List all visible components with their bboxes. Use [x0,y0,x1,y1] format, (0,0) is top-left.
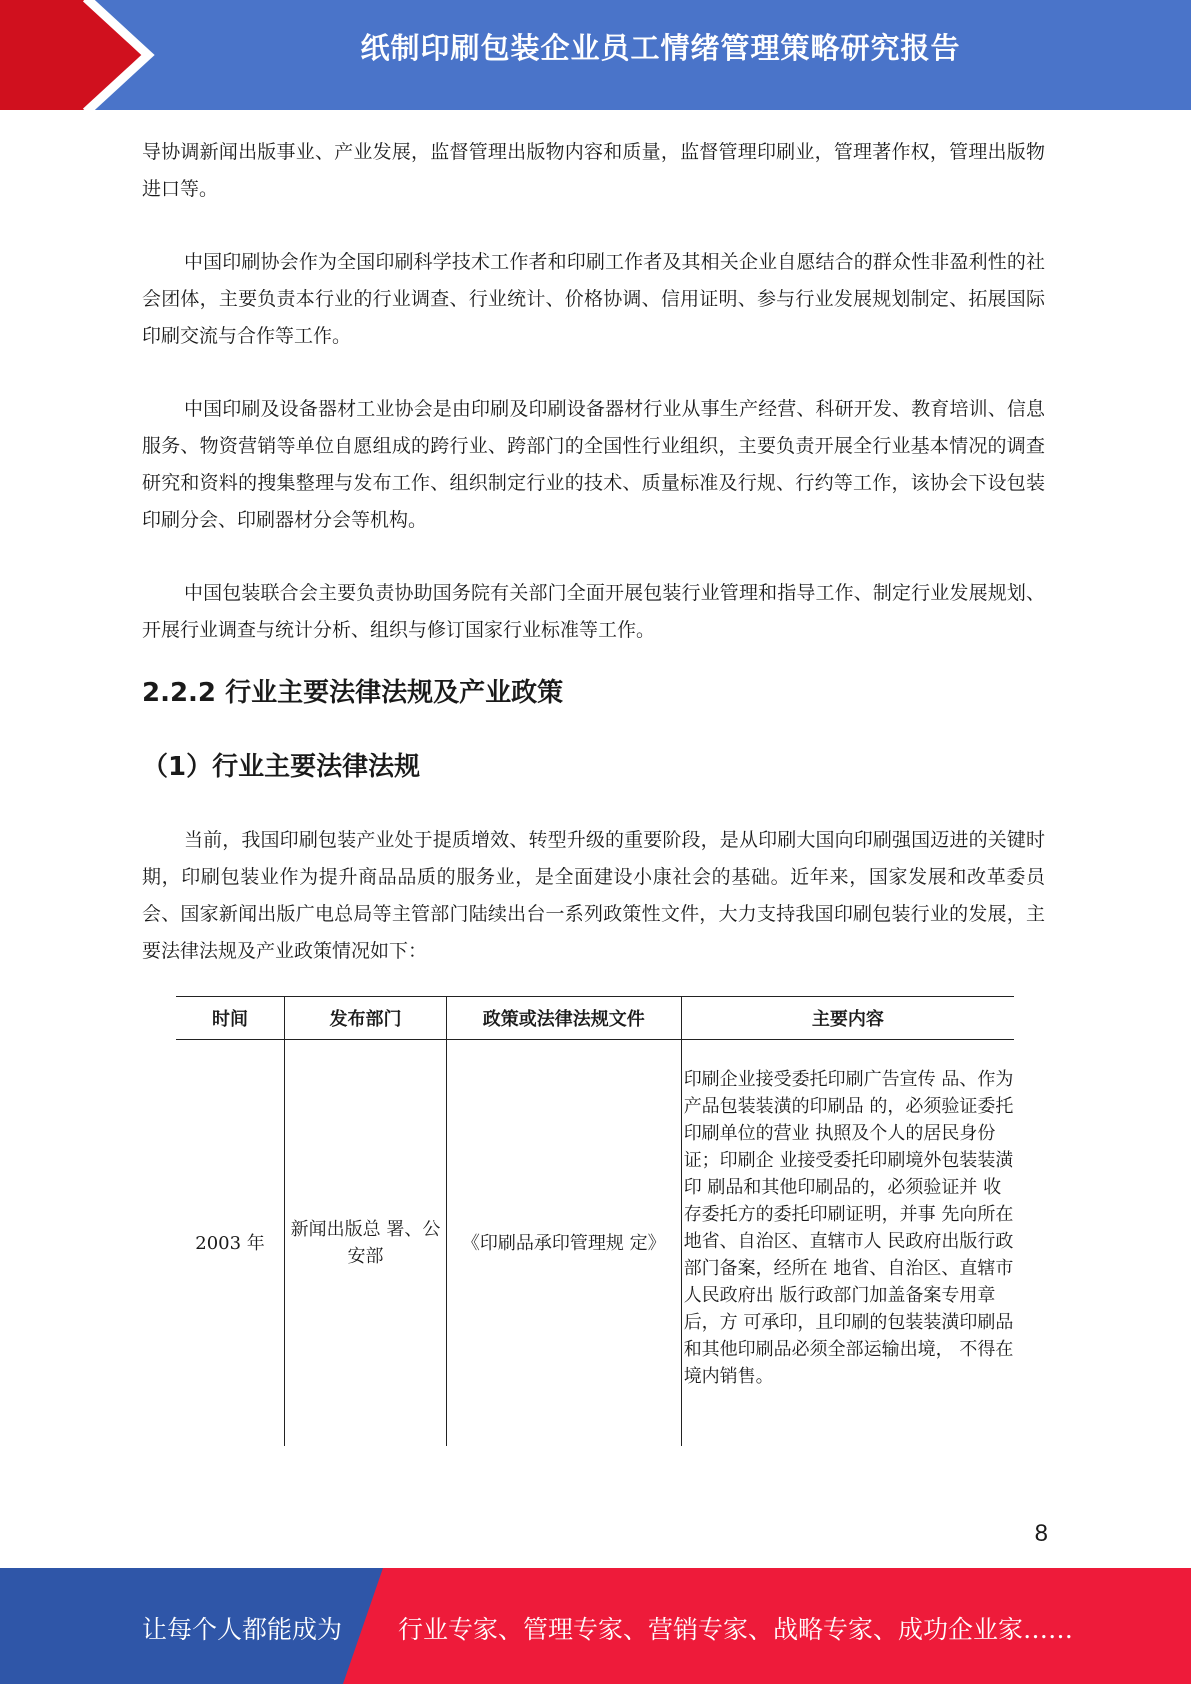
paragraph: 导协调新闻出版事业、产业发展，监督管理出版物内容和质量，监督管理印刷业，管理著作权，管理出版物进口等。 [142,141,1045,200]
footer-slogan-right: 行业专家、管理专家、营销专家、战略专家、成功企业家…… [398,1615,1074,1644]
table-header-department: 发布部门 [285,997,447,1040]
body-text [142,134,1045,649]
page-number: 8 [1034,1520,1048,1547]
paragraph: 当前，我国印刷包装产业处于提质增效、转型升级的重要阶段，是从印刷大国向印刷强国迈进的关键时期，印刷包装业作为提升商品品质的服务业，是全面建设小康社会的基础。近年来，国家发展和改革委员会、国家新闻出版广电总局等主管部门陆续出台一系列政策性文件，大力支持我国印刷包装行业的发展，主要法律法规及产业政策情况如下： [142,829,1045,962]
section-heading: 2.2.2 行业主要法律法规及产业政策 [142,678,564,708]
table-header-row [176,997,1014,1040]
page-footer [0,1568,1191,1684]
footer-slogan-left: 让每个人都能成为 [142,1615,343,1644]
table-cell-content: 印刷企业接受委托印刷广告宣传 品、作为产品包装装潢的印刷品 的，必须验证委托印刷单位的营业 执照及个人的居民身份证；印刷企 业接受委托印刷境外包装装潢印 刷品和其他印刷品的，必须验证并 收存委托方的委托印刷证明，并事 先向所在地省、自治区、直辖市人 民政府出版行政部门备案，经所在 地省、自治区、直辖市人民政府出 版行政部门加盖备案专用章后，方 可承印，且印刷的包装装潢印刷品和其他印刷品必须全部运输出境， 不得在境内销售。 [681,1040,1014,1447]
table-header-document: 政策或法律法规文件 [446,997,681,1040]
page-header [0,0,1191,110]
table-cell-time: 2003 年 [195,1232,265,1254]
subsection-heading: （1）行业主要法律法规 [142,752,421,782]
document-title: 纸制印刷包装企业员工情绪管理策略研究报告 [360,31,961,65]
paragraph: 中国包装联合会主要负责协助国务院有关部门全面开展包装行业管理和指导工作、制定行业发展规划、开展行业调查与统计分析、组织与修订国家行业标准等工作。 [142,582,1045,641]
table-header-content: 主要内容 [681,997,1014,1040]
paragraph: 中国印刷协会作为全国印刷科学技术工作者和印刷工作者及其相关企业自愿结合的群众性非盈利性的社会团体，主要负责本行业的行业调查、行业统计、价格协调、信用证明、参与行业发展规划制定、拓展国际印刷交流与合作等工作。 [142,251,1045,347]
table-cell-document: 《印刷品承印管理规 定》 [446,1040,681,1447]
policy-table [176,996,1014,1446]
table-cell-department: 新闻出版总 署、公安部 [285,1040,447,1447]
table-row [176,1040,1014,1447]
intro-text [142,822,1045,970]
paragraph: 中国印刷及设备器材工业协会是由印刷及印刷设备器材行业从事生产经营、科研开发、教育培训、信息服务、物资营销等单位自愿组成的跨行业、跨部门的全国性行业组织，主要负责开展全行业基本情况的调查研究和资料的搜集整理与发布工作、组织制定行业的技术、质量标准及行规、行约等工作，该协会下设包装印刷分会、印刷器材分会等机构。 [142,398,1045,531]
table-header-time: 时间 [176,997,285,1040]
